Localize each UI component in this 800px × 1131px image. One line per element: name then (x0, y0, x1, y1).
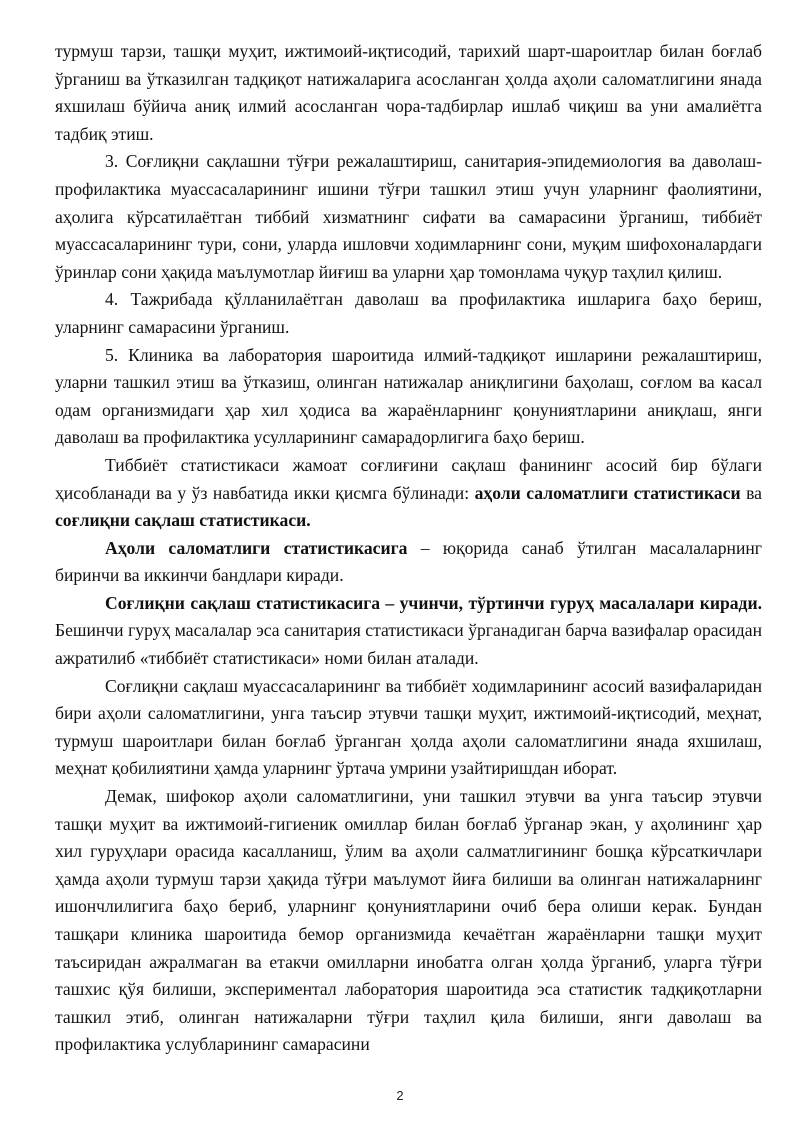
text-run: Бешинчи гуруҳ масалалар эса санитария статистикаси ўрганадиган барча вазифалар орасидан ажратилиб «тиббиёт статистикаси» номи билан аталади. (55, 620, 762, 669)
paragraph-0 (55, 38, 762, 148)
bold-term: Аҳоли саломатлиги статистикасига (105, 537, 408, 558)
paragraph-6 (55, 590, 762, 673)
page-number: 2 (396, 1088, 404, 1103)
bold-term: аҳоли саломатлиги статистикаси (474, 482, 741, 503)
text-run: 5. Клиника ва лаборатория шароитида илмий-тадқиқот ишларини режалаштириш, уларни ташкил этиш ва ўтказиш, олинган натижалар аниқлигини баҳолаш, соғлом ва касал одам организмидаги ҳар хил ҳодиса ва жараёнларнинг қонуниятларини аниқлаш, янги даволаш ва профилактика усулларининг самарадорлигига баҳо бериш. (55, 344, 762, 448)
text-run: 3. Соғлиқни сақлашни тўғри режалаштириш, санитария-эпидемиология ва даволаш-профилактика муассасаларининг ишини тўғри ташкил этиш учун уларнинг фаолиятини, аҳолига кўрсатилаётган тиббий хизматнинг сифати ва самарасини ўрганиш, тиббиёт муассасаларининг тури, сони, уларда ишловчи ходимларнинг сони, муқим шифохоналардаги ўринлар сони ҳақида маълумотлар йиғиш ва уларни ҳар томонлама чуқур таҳлил қилиш. (55, 151, 762, 282)
text-run: Соғлиқни сақлаш муассасаларининг ва тиббиёт ходимларининг асосий вазифаларидан бири аҳоли саломатлигини, унга таъсир этувчи ташқи муҳит, ижтимоий-иқтисодий, меҳнат, турмуш шароитлари билан боғлаб ўрганган ҳолда аҳоли саломатлигини янада яхшилаш, меҳнат қобилиятини ҳамда уларнинг ўртача умрини узайтиришдан иборат. (55, 675, 762, 779)
paragraph-1 (55, 148, 762, 286)
text-run: ва (740, 482, 762, 503)
text-run: Демак, шифокор аҳоли саломатлигини, уни ташкил этувчи ва унга таъсир этувчи ташқи муҳит ва ижтимоий-гигиеник омиллар билан боғлаб ўрганар экан, у аҳолининг ҳар хил гуруҳлари орасида касалланиш, ўлим ва аҳоли салматлигининг бошқа кўрсаткичлари ҳамда аҳоли турмуш тарзи ҳақида тўғри маълумот йиға билиши ва олинган натижаларнинг ишончлилигига баҳо бериб, уларнинг қонуниятларини очиб бера олиши керак. Бундан ташқари клиника шароитида бемор организмида кечаётган жараёнларни ташқи муҳит таъсиридан ажралмаган ва етакчи омилларни инобатга олган ҳолда ўрганиб, уларга тўғри ташхис қўя билиши, экспериментал лаборатория шароитида эса статистик тадқиқотларни ташкил этиб, олинган натижаларни тўғри таҳлил қила билиши, янги даволаш ва профилактика услубларининг самарасини (55, 786, 762, 1055)
text-run: 4. Тажрибада қўлланилаётган даволаш ва профилактика ишларига баҳо бериш, уларнинг самарасини ўрганиш. (55, 289, 762, 337)
paragraph-4 (55, 452, 762, 535)
paragraph-7 (55, 673, 762, 783)
paragraph-3 (55, 342, 762, 452)
paragraph-8 (55, 783, 762, 1059)
text-run: турмуш тарзи, ташқи муҳит, ижтимоий-иқтисодий, тарихий шарт-шароитлар билан боғлаб ўрганиш ва ўтказилган тадқиқот натижаларига асосланган ҳолда аҳоли саломатлигини янада яхшилаш бўйича аниқ илмий асосланган чора-тадбирлар ишлаб чиқиш ва уни амалиётга тадбиқ этиш. (55, 41, 762, 144)
text-run: – юқорида санаб ўтилган масалаларнинг биринчи ва иккинчи бандлари киради. (55, 537, 763, 586)
paragraph-5 (55, 535, 762, 590)
paragraph-2 (55, 286, 762, 341)
bold-term: Соғлиқни сақлаш статистикасига – учинчи, тўртинчи гуруҳ масалалари киради. (105, 592, 762, 613)
document-page (55, 38, 762, 1059)
text-run: Тиббиёт статистикаси жамоат соғлиғини сақлаш фанининг асосий бир бўлаги ҳисобланади ва у ўз навбатида икки қисмга бўлинади: (55, 454, 762, 503)
bold-term: соғлиқни сақлаш статистикаси. (55, 510, 311, 531)
